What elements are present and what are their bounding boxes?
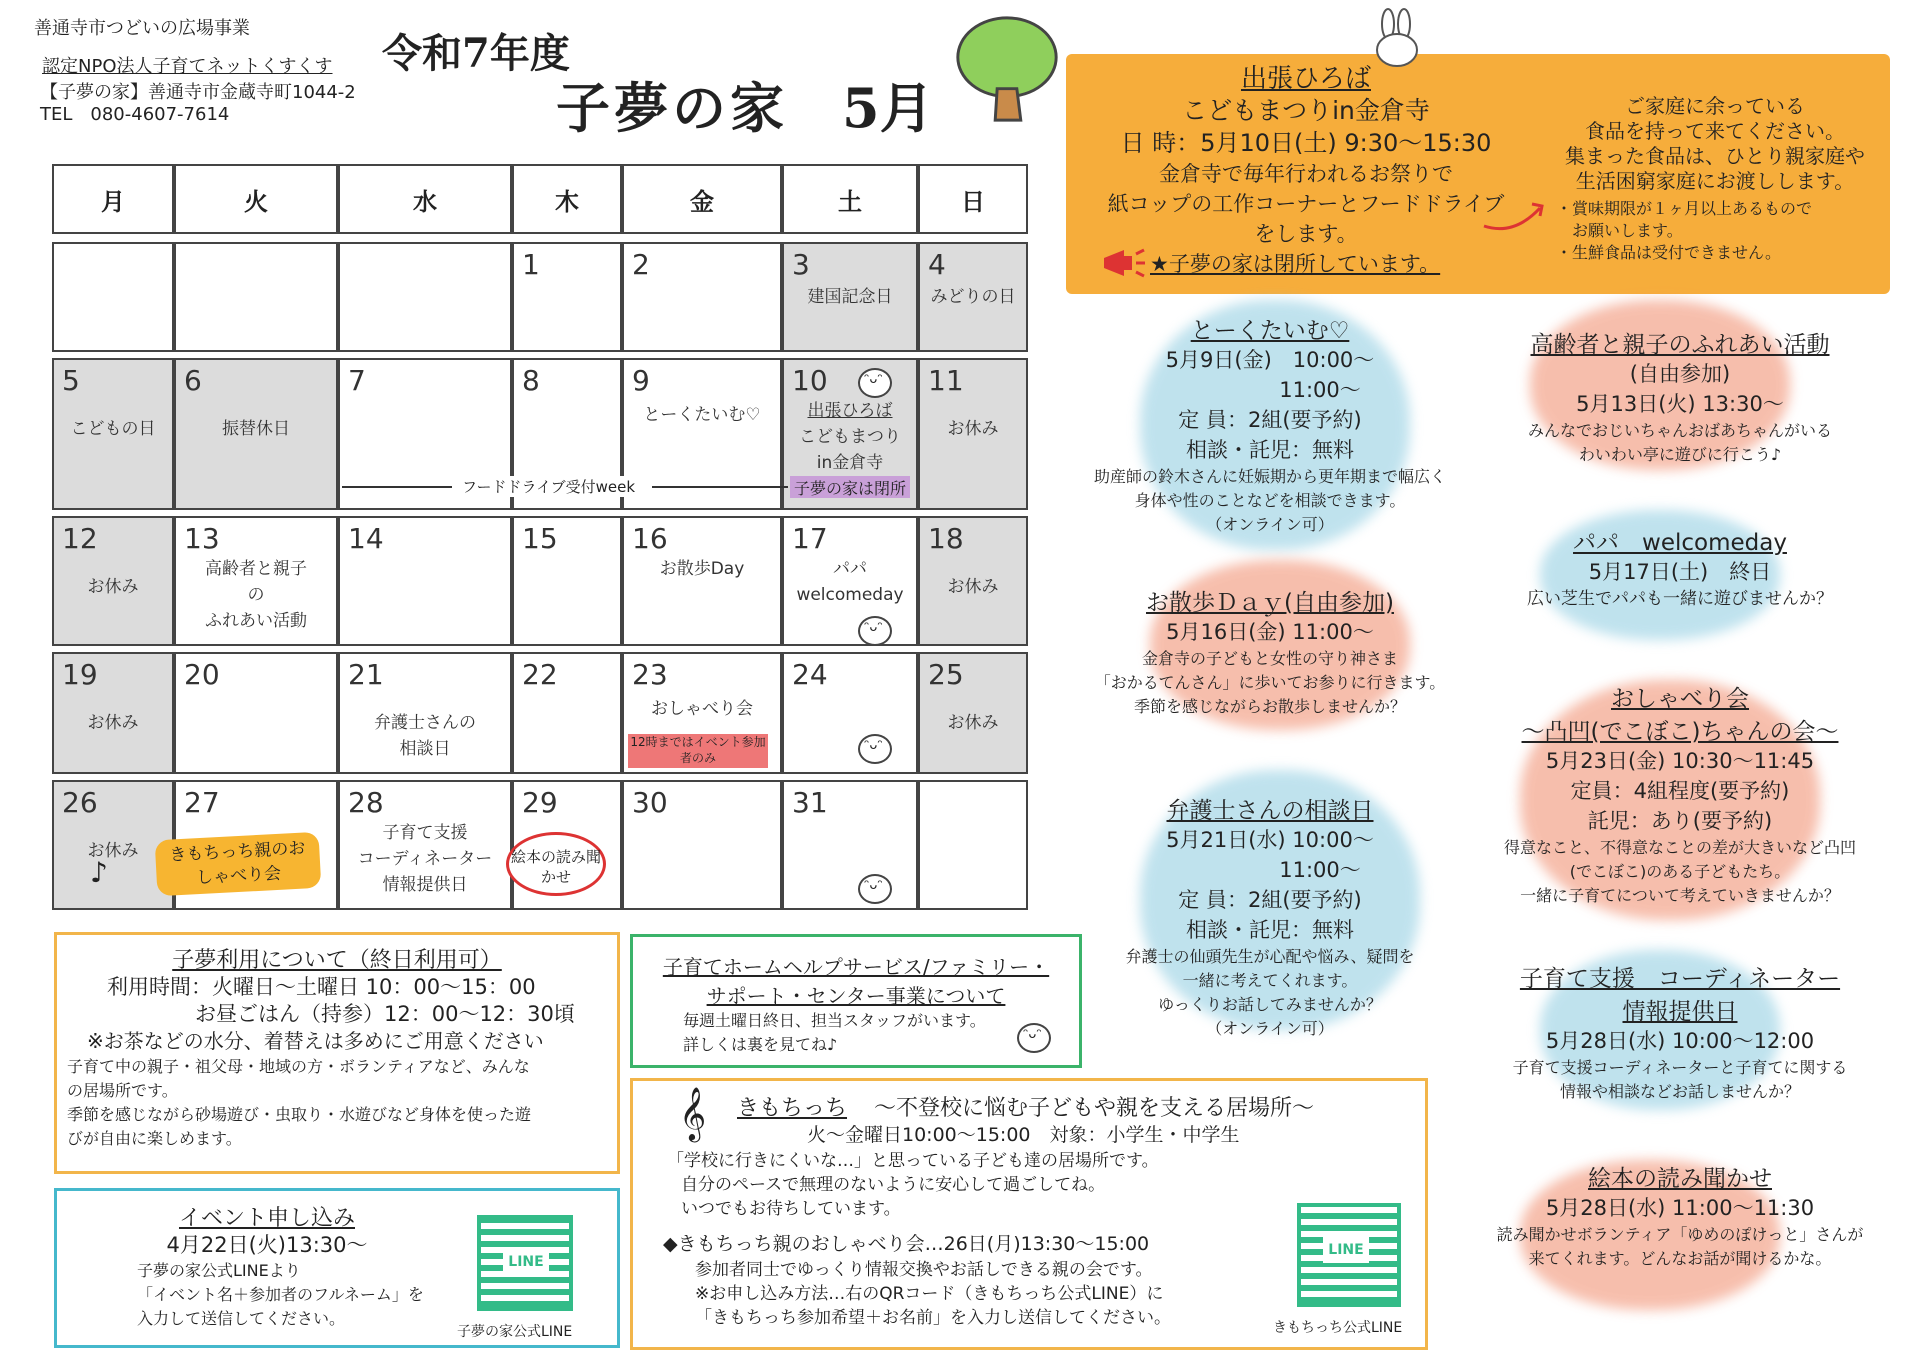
apply-qr-label: 子夢の家公式LINE [457,1324,573,1340]
event-walk [1070,584,1470,719]
day-number: 5 [62,364,80,397]
event-talk-fee: 相談・託児：無料 [1186,438,1354,462]
banner-note1: ・賞味期限が１ヶ月以上あるもので [1556,199,1813,218]
event-ehon-title: 絵本の読み聞かせ [1588,1166,1772,1192]
event-talk-time2: 11:00〜 [1279,378,1361,402]
day-event-label: こどもまつり [799,427,901,447]
event-chat-desc1: 得意なこと、不得意なことの差が大きいなど凸凹 [1503,838,1856,857]
kimochi-box [630,1078,1428,1350]
day-event-label: パパ [833,559,867,579]
apply-box [54,1188,620,1348]
usage-note: ※お茶などの水分、着替えは多めにご用意ください [87,1029,544,1053]
event-talk-title: とーくたいむ♡ [1190,318,1350,344]
calendar-day-cell [512,516,622,646]
weekday-header: 日 [918,164,1028,234]
calendar-day-cell [782,652,918,774]
weekday-header: 水 [338,164,512,234]
day-event-label: お休み [947,419,999,439]
event-coord-desc1: 子育て支援コーディネーターと子育てに関する [1512,1058,1848,1077]
day-number: 12 [62,522,98,555]
weekday-header: 土 [782,164,918,234]
calendar-day-cell [52,358,174,510]
event-coord [1470,960,1890,1104]
music-note-icon: ♪ [90,856,108,889]
event-papa [1470,524,1890,611]
event-lawyer-desc3: ゆっくりお話してみませんか？ [1158,995,1382,1014]
kimochi-desc4: 参加者同士でゆっくり情報交換やお話しできる親の会です。 [695,1260,1153,1280]
fooddrive-week-label: フードドライブ受付week [456,476,641,497]
day-number: 1 [522,248,540,281]
title-month: 5月 [842,76,934,140]
event-walk-desc3: 季節を感じながらお散歩しませんか？ [1133,697,1406,716]
event-talk-date: 5月9日(金) 10:00〜 [1165,348,1375,372]
banner-right2: 食品を持って来てください。 [1585,119,1845,143]
calendar-day-cell [338,242,512,352]
banner-line3: をします。 [1254,222,1358,246]
day-event-label: 高齢者と親子 [205,559,307,579]
calendar-day-cell [918,652,1028,774]
event-chat-capacity: 定員：4組程度(要予約) [1570,779,1790,803]
day-number: 23 [632,658,668,691]
event-walk-date: 5月16日(金) 11:00〜 [1166,620,1374,644]
banner-line1: 金倉寺で毎年行われるお祭りで [1159,162,1453,186]
header-npo: 認定NPO法人子育てネットくすくす [42,56,333,77]
qr-line-text: LINE [1323,1237,1369,1263]
arrow-line [342,486,452,488]
day-event-label: 建国記念日 [807,287,893,307]
banner-right3: 集まった食品は、ひとり親家庭や [1565,144,1865,168]
apply-desc1: 子夢の家公式LINEより [137,1261,301,1280]
calendar-day-cell [338,516,512,646]
ehon-bubble: 絵本の読み聞かせ [506,832,606,896]
event-chat-desc2: (でこぼこ)のある子どもたち。 [1569,862,1791,881]
usage-desc2: の居場所です。 [67,1081,178,1100]
banner-line2: 紙コップの工作コーナーとフードドライブ [1107,192,1505,216]
page-title: 子夢の家 [556,76,788,140]
day-number: 7 [348,364,366,397]
banner-note2: お願いします。 [1556,221,1683,240]
day-number: 28 [348,786,384,819]
calendar-day-cell [622,516,782,646]
usage-title: 子夢利用について（終日利用可） [172,948,502,973]
day-event-label: コーディネーター [357,849,493,869]
event-walk-desc2: 「おかるてんさん」に歩いてお参りに行きます。 [1094,673,1446,692]
apply-desc2: 「イベント名＋参加者のフルネーム」を [137,1285,424,1304]
day-number: 10 [792,364,828,397]
usage-box [54,932,620,1174]
banner-title: 出張ひろば [1240,64,1371,94]
day-number: 8 [522,364,540,397]
title-year: 令和7年度 [382,30,570,77]
homehelp-title: 子育てホームヘルプサービス/ファミリー・ [662,955,1050,979]
day-event-label: の [247,585,265,605]
day-event-label: 振替休日 [222,419,290,439]
event-chat-date: 5月23日(金) 10:30〜11:45 [1545,749,1815,773]
event-walk-title: お散歩Ｄａｙ(自由参加) [1146,590,1394,616]
weekday-header: 火 [174,164,338,234]
curved-arrow-icon [1480,196,1550,236]
qr-line-text: LINE [503,1249,549,1275]
day-number: 6 [184,364,202,397]
day-number: 29 [522,786,558,819]
day-number: 3 [792,248,810,281]
apply-title: イベント申し込み [178,1206,355,1231]
day-number: 25 [928,658,964,691]
megaphone-icon [1100,246,1146,280]
day-event-label: 出張ひろば [807,401,893,421]
calendar-day-cell [512,242,622,352]
event-talk-desc1: 助産師の鈴木さんに妊娠期から更年期まで幅広く [1093,467,1446,486]
day-number: 17 [792,522,828,555]
event-elder-title: 高齢者と親子のふれあい活動 [1530,332,1830,358]
event-elder-date: 5月13日(火) 13:30〜 [1576,392,1784,416]
event-walk-desc1: 金倉寺の子どもと女性の守り神さま [1141,649,1398,668]
arrow-line [652,486,788,488]
event-lawyer-title: 弁護士さんの相談日 [1166,798,1374,824]
event-lawyer-date: 5月21日(水) 10:00〜 [1166,828,1374,852]
day-number: 4 [928,248,946,281]
weekday-header: 金 [622,164,782,234]
day-number: 22 [522,658,558,691]
day-number: 9 [632,364,650,397]
calendar-day-cell [174,358,338,510]
event-lawyer-time2: 11:00〜 [1279,858,1361,882]
day-event-label: in金倉寺 [816,453,884,473]
day-number: 14 [348,522,384,555]
calendar-day-cell [918,516,1028,646]
smile-icon [858,734,892,764]
calendar-day-cell [52,242,174,352]
day-number: 19 [62,658,98,691]
calendar-day-cell [622,780,782,910]
event-lawyer-fee: 相談・託児：無料 [1186,918,1354,942]
usage-desc1: 子育て中の親子・祖父母・地域の方・ボランティアなど、みんな [67,1057,530,1076]
kimochi-qr-label: きもちっち公式LINE [1273,1320,1403,1336]
calendar-day-cell [782,516,918,646]
day-number: 2 [632,248,650,281]
calendar-day-cell [512,652,622,774]
event-ehon [1470,1160,1890,1271]
calendar-day-cell [338,652,512,774]
banner-notes [1556,198,1812,264]
event-ehon-desc1: 読み聞かせボランティア「ゆめのぽけっと」さんが [1496,1225,1864,1244]
event-ehon-date: 5月28日(水) 11:00〜11:30 [1545,1196,1815,1220]
kimochi-desc3: いつでもお待ちしています。 [681,1199,901,1219]
day-number: 15 [522,522,558,555]
calendar-day-cell [782,780,918,910]
banner-right [1540,94,1890,194]
calendar-day-cell [52,516,174,646]
day-event-label: お休み [947,577,999,597]
banner-subtitle: こどもまつりin金倉寺 [1182,96,1430,125]
clef-icon: 𝄞 [679,1086,707,1140]
event-elder-desc1: みんなでおじいちゃんおばあちゃんがいる [1527,421,1832,440]
header-org: 善通寺市つどいの広場事業 [34,18,250,39]
calendar-day-cell [782,242,918,352]
smile-icon [1017,1023,1051,1053]
event-coord-title2: 情報提供日 [1622,999,1738,1025]
calendar-day-cell [918,242,1028,352]
day-event-label: こどもの日 [70,419,156,439]
usage-hours: 利用時間：火曜日〜土曜日 10：00〜15：00 [107,975,536,999]
usage-lunch: お昼ごはん（持参）12：00〜12：30頃 [195,1002,575,1026]
kimochi-desc6: 「きもちっち参加希望＋お名前」を入力し送信してください。 [695,1308,1171,1328]
smile-icon [858,368,892,398]
day-event-label: 情報提供日 [382,875,468,895]
day-event-label: みどりの日 [930,287,1016,307]
smile-icon [858,616,892,646]
event-lawyer [1070,792,1470,1041]
calendar-day-cell [52,780,174,910]
event-coord-date: 5月28日(水) 10:00〜12:00 [1545,1029,1815,1053]
day-event-label: ふれあい活動 [205,611,307,631]
day-number: 21 [348,658,384,691]
day-event-label: おしゃべり会 [651,699,753,719]
homehelp-desc2: 詳しくは裏を見てね♪ [683,1035,838,1054]
day-event-label: お散歩Day [659,559,745,579]
event-note-bar: 12時まではイベント参加者のみ [628,734,768,768]
usage-desc4: びが自由に楽しめます。 [67,1129,242,1148]
event-talk [1070,312,1470,537]
event-papa-date: 5月17日(土) 終日 [1588,560,1772,584]
calendar-day-cell [174,652,338,774]
event-chat-childcare: 託児：あり(要予約) [1587,809,1773,833]
day-number: 16 [632,522,668,555]
smile-icon [858,874,892,904]
day-event-label: 相談日 [399,739,451,759]
day-event-label: お休み [87,713,139,733]
kimochi-title: きもちっち [737,1096,848,1121]
kimochi-desc1: 「学校に行きにくいな…」と思っている子ども達の居場所です。 [667,1151,1159,1171]
weekday-header: 木 [512,164,622,234]
event-chat [1470,680,1890,908]
day-number: 13 [184,522,220,555]
kimochi-desc2: 自分のペースで無理のないように安心して過ごしてね。 [681,1175,1106,1195]
day-number: 11 [928,364,964,397]
day-number: 20 [184,658,220,691]
kimochi-hours: 火〜金曜日10:00〜15:00 対象：小学生・中学生 [807,1124,1240,1146]
usage-desc3: 季節を感じながら砂場遊び・虫取り・水遊びなど身体を使った遊 [67,1105,532,1124]
event-ehon-desc2: 来てくれます。どんなお話が聞けるかな。 [1528,1249,1832,1268]
kimochi-bubble: きもちっち親のおしゃべり会 [155,832,322,897]
homehelp-title2: サポート・センター事業について [706,984,1006,1008]
banner-closed: ★子夢の家は閉所しています。 [1150,252,1441,276]
calendar-day-cell [918,358,1028,510]
calendar-day-cell [622,242,782,352]
banner-right1: ご家庭に余っている [1625,94,1805,118]
event-talk-desc3: （オンライン可） [1206,515,1334,534]
event-coord-title: 子育て支援 コーディネーター [1519,966,1841,992]
event-papa-desc: 広い芝生でパパも一緒に遊びませんか？ [1527,589,1833,609]
day-event-label: 弁護士さんの [374,713,476,733]
kimochi-desc5: ※お申し込み方法…右のQRコード（きもちっち公式LINE）に [695,1284,1164,1304]
kimochi-qr-code[interactable] [1297,1203,1401,1307]
event-coord-desc2: 情報や相談などお話しませんか？ [1559,1082,1800,1101]
homehelp-box [630,934,1082,1068]
event-lawyer-desc1: 弁護士の仙頭先生が心配や悩み、疑問を [1125,947,1415,966]
day-number: 30 [632,786,668,819]
day-event-label: お休み [87,841,139,861]
day-number: 27 [184,786,220,819]
day-event-label: welcomeday [796,585,904,605]
event-lawyer-desc2: 一緒に考えてくれます。 [1182,971,1358,990]
event-chat-title: おしゃべり会 [1611,686,1749,712]
apply-desc3: 入力して送信してください。 [137,1309,346,1328]
day-number: 18 [928,522,964,555]
line-qr-code[interactable] [477,1215,573,1311]
kimochi-parents-meeting: ◆きもちっち親のおしゃべり会…26日(月)13:30〜15:00 [663,1233,1150,1255]
event-elder-free: (自由参加) [1629,362,1731,386]
banner-right4: 生活困窮家庭にお渡しします。 [1575,169,1855,193]
banner-main [1066,58,1546,249]
apply-date: 4月22日(火)13:30〜 [166,1233,368,1257]
event-chat-title2: 〜凸凹(でこぼこ)ちゃんの会〜 [1521,719,1839,745]
event-elder [1470,326,1890,467]
calendar-day-cell [918,780,1028,910]
calendar-day-cell [174,516,338,646]
day-event-label: とーくたいむ♡ [643,405,761,425]
event-chat-desc3: 一緒に子育てについて考えていきませんか？ [1520,886,1840,905]
kimochi-subtitle: 〜不登校に悩む子どもや親を支える居場所〜 [874,1096,1315,1121]
calendar [52,164,1028,916]
homehelp-desc1: 毎週土曜日終日、担当スタッフがいます。 [683,1011,986,1030]
day-event-label: 子育て支援 [382,823,468,843]
event-lawyer-capacity: 定 員：2組(要予約) [1178,888,1362,912]
day-event-label: お休み [87,577,139,597]
day-number: 24 [792,658,828,691]
closed-tag: 子夢の家は閉所 [790,476,910,498]
day-number: 31 [792,786,828,819]
header-address: 【子夢の家】善通寺市金蔵寺町1044-2 [40,82,356,103]
calendar-day-cell [174,242,338,352]
banner-datetime: 日 時：5月10日(土) 9:30〜15:30 [1120,129,1492,157]
event-talk-desc2: 身体や性のことなどを相談できます。 [1134,491,1406,510]
calendar-day-cell [338,780,512,910]
weekday-header: 月 [52,164,174,234]
day-number: 26 [62,786,98,819]
event-papa-title: パパ welcomeday [1573,530,1787,556]
calendar-day-cell [52,652,174,774]
header-tel: TEL 080-4607-7614 [40,104,230,125]
day-event-label: お休み [947,713,999,733]
banner-note3: ・生鮮食品は受付できません。 [1556,243,1781,262]
event-talk-capacity: 定 員：2組(要予約) [1178,408,1362,432]
event-elder-desc2: わいわい亭に遊びに行こう♪ [1578,445,1782,464]
event-lawyer-desc4: （オンライン可） [1206,1019,1334,1038]
tree-icon [948,10,1066,128]
